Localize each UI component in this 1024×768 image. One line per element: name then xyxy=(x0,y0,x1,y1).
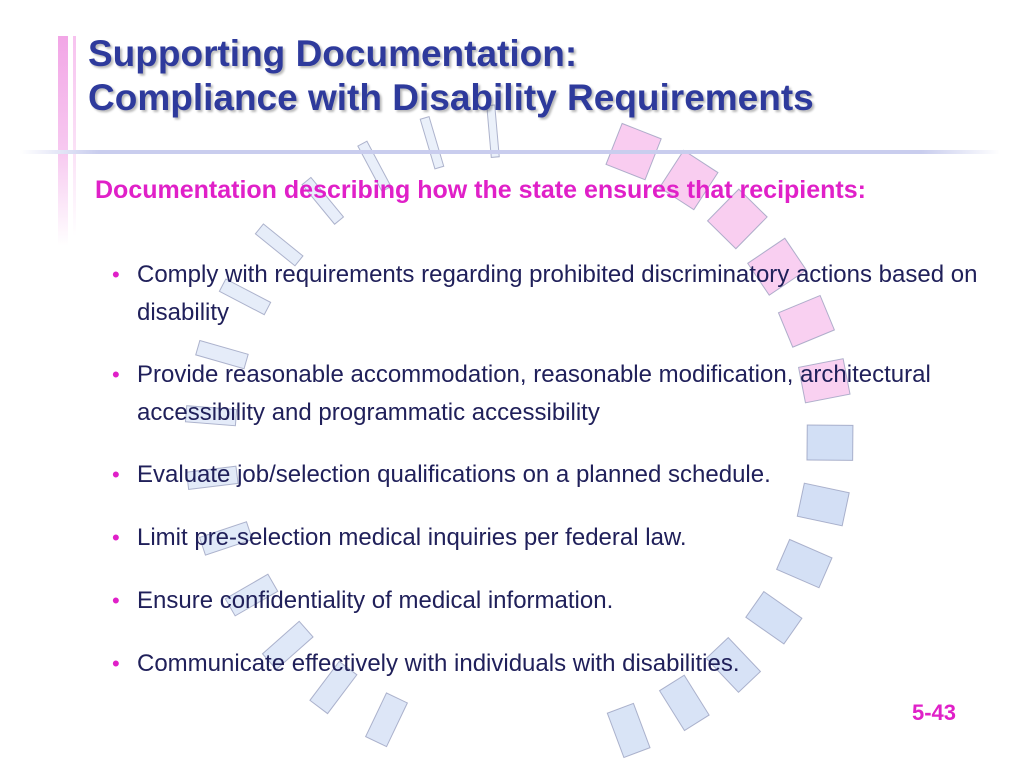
bullet-item xyxy=(110,356,990,432)
bullet-text: Evaluate job/selection qualifications on a planned schedule. xyxy=(137,461,771,488)
bullet-text: Communicate effectively with individuals with disabilities. xyxy=(137,650,740,677)
page-number: 5-43 xyxy=(911,700,956,725)
bullet-text: Comply with requirements regarding prohibited discriminatory actions based on disability xyxy=(137,261,978,326)
slide-title xyxy=(88,32,1008,120)
bullet-item xyxy=(110,582,990,620)
bullet-icon: • xyxy=(112,262,120,287)
title-divider xyxy=(20,150,1000,154)
bullet-item xyxy=(110,645,990,683)
bullet-icon: • xyxy=(112,588,120,613)
bullet-icon: • xyxy=(112,362,120,387)
bullet-text: Provide reasonable accommodation, reasonable modification, architectural accessibility and programmatic accessibility xyxy=(137,361,931,426)
bullet-icon: • xyxy=(112,462,120,487)
bullet-icon: • xyxy=(112,525,120,550)
left-accent-bar xyxy=(58,36,68,246)
bullet-text: Ensure confidentiality of medical information. xyxy=(137,587,614,614)
bullet-text: Limit pre-selection medical inquiries per federal law. xyxy=(137,524,687,551)
decorative-tile xyxy=(420,117,444,169)
bullet-item xyxy=(110,456,990,494)
slide-title-line-2: Compliance with Disability Requirements xyxy=(88,77,814,118)
left-accent-bar-thin xyxy=(73,36,76,236)
bullet-item xyxy=(110,519,990,557)
decorative-tile xyxy=(607,703,650,757)
subheading: Documentation describing how the state ensures that recipients: xyxy=(95,176,866,204)
bullet-icon: • xyxy=(112,651,120,676)
bullet-item xyxy=(110,256,990,332)
slide-title-line-1: Supporting Documentation: xyxy=(88,33,578,74)
bullet-list xyxy=(110,256,990,708)
